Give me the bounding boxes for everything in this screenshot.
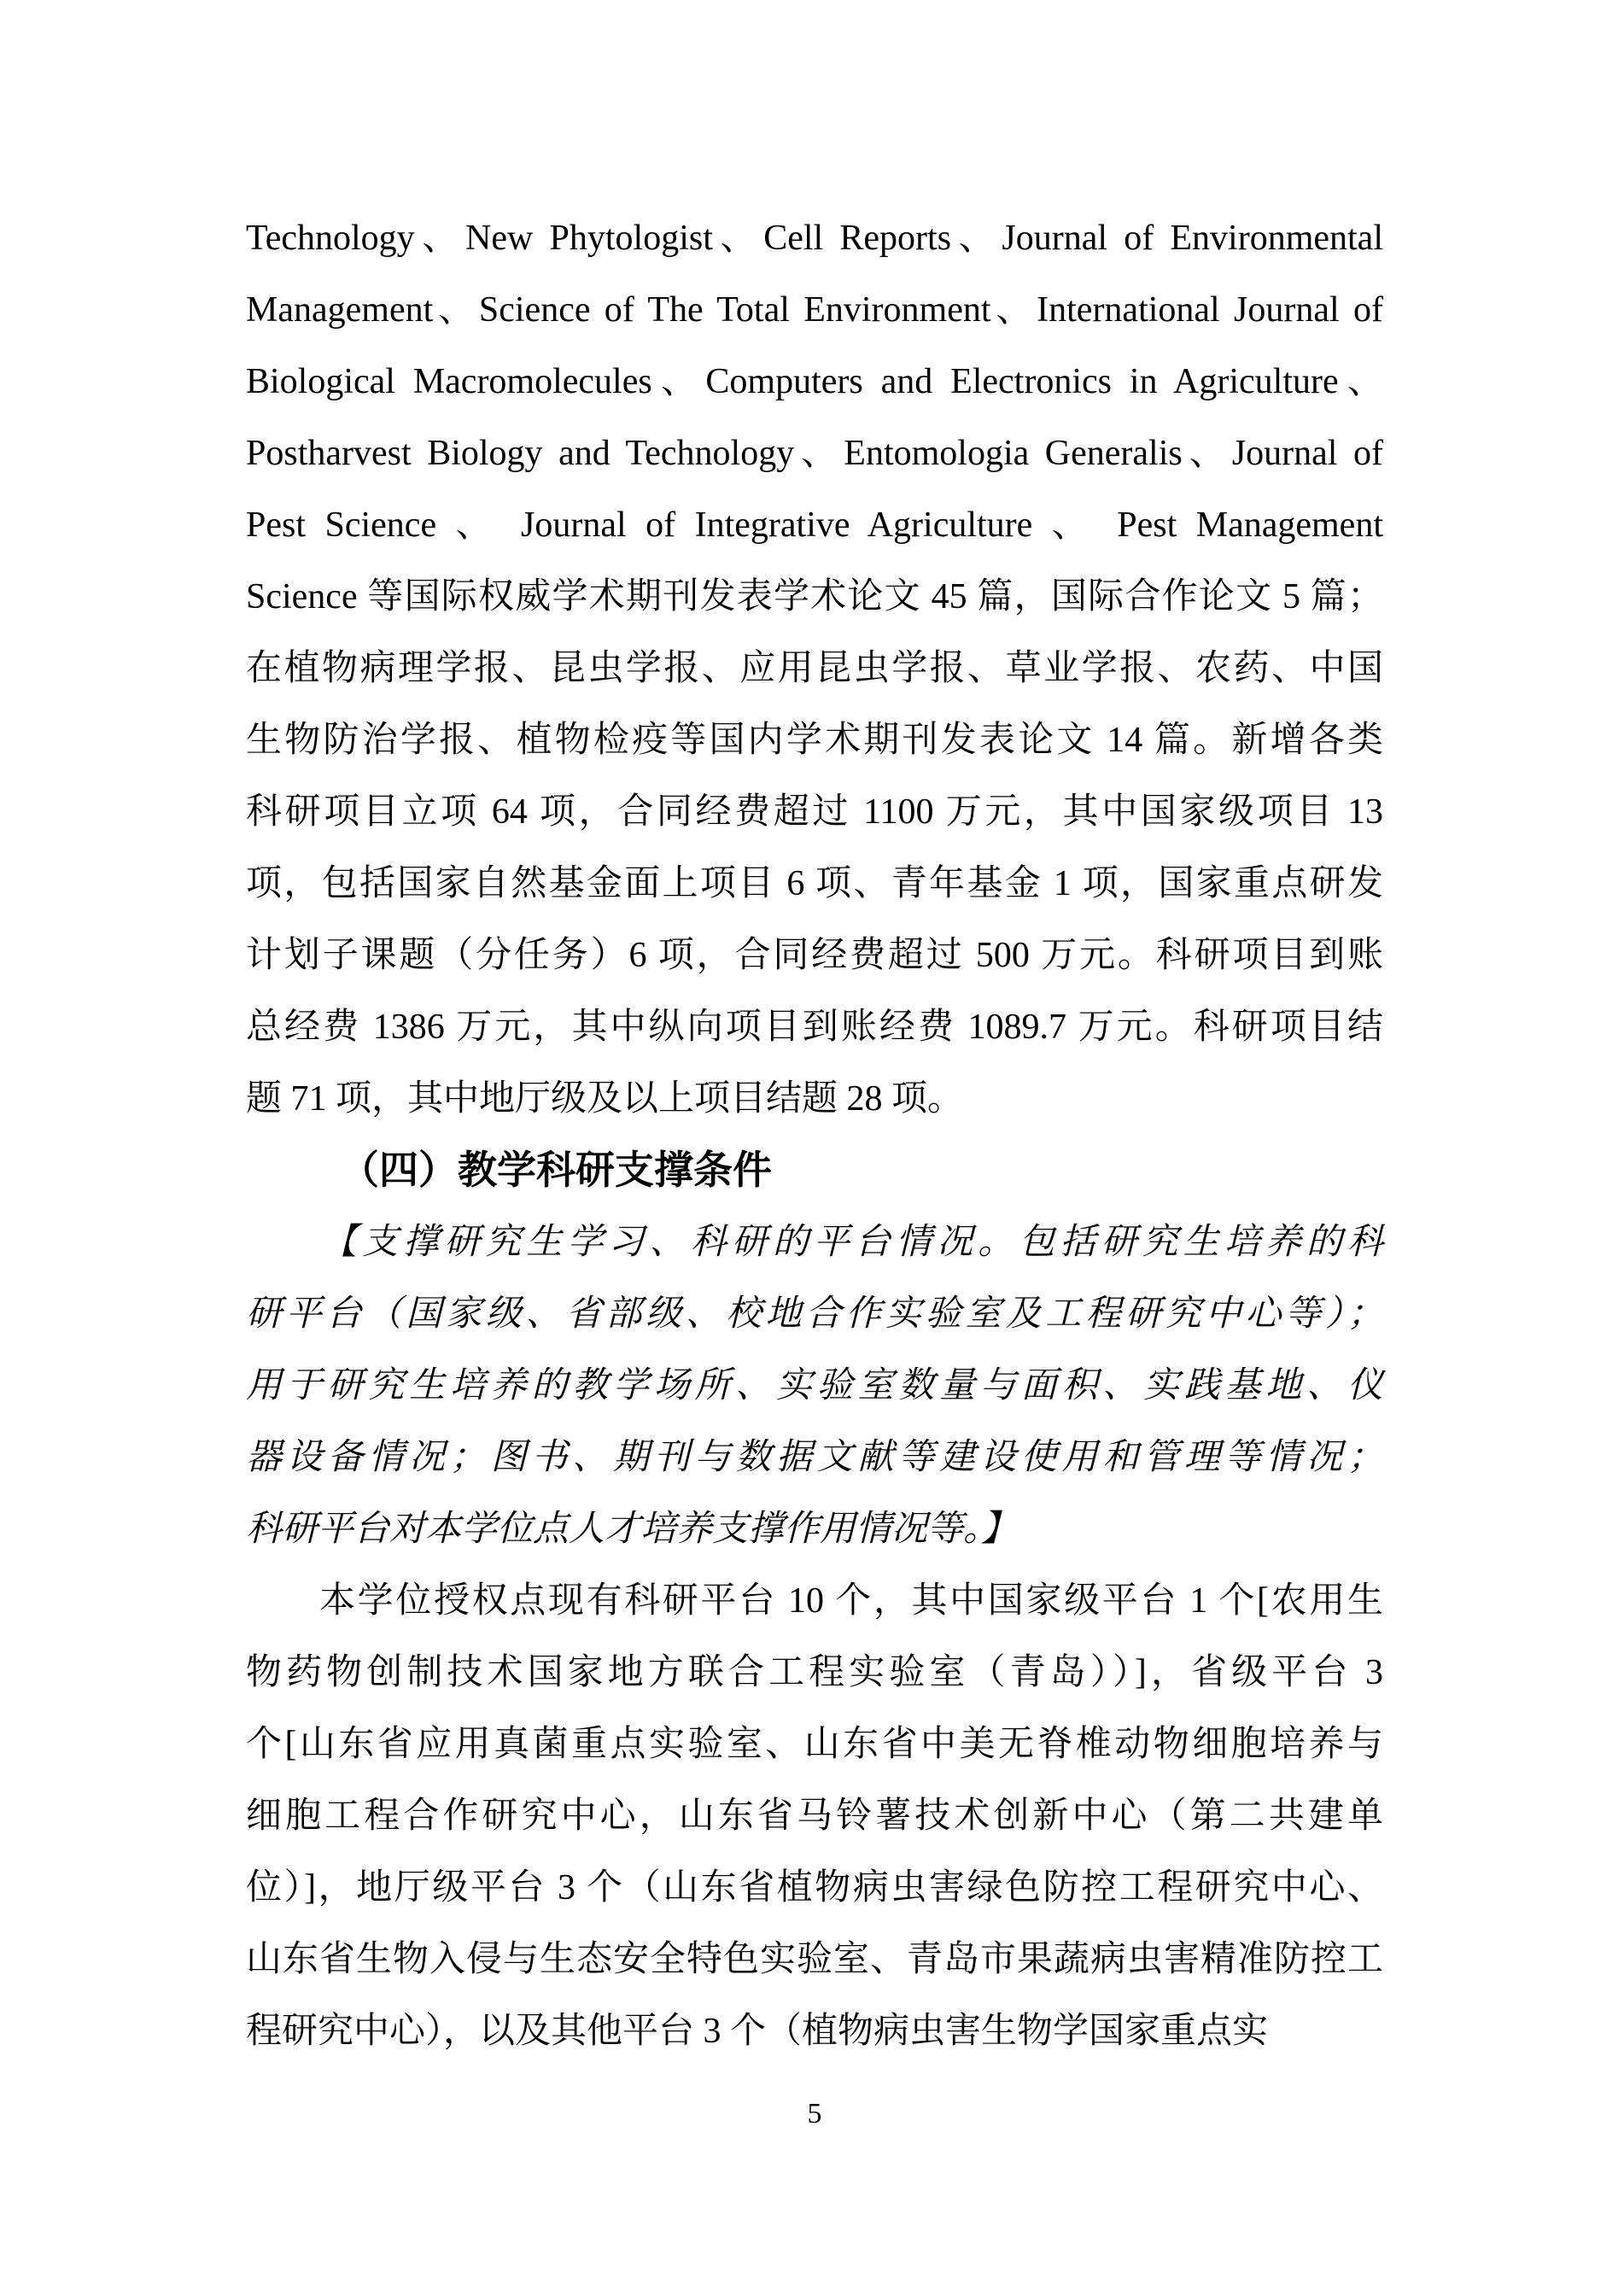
text-line: 细胞工程合作研究中心，山东省马铃薯技术创新中心（第二共建单 — [246, 1796, 1383, 1836]
text-line: 物药物创制技术国家地方联合工程实验室（青岛））]，省级平台 3 — [246, 1653, 1383, 1692]
text-line: Science 等国际权威学术期刊发表学术论文 45 篇，国际合作论文 5 篇； — [246, 577, 1383, 616]
text-line: 山东省生物入侵与生态安全特色实验室、青岛市果蔬病虫害精准防控工 — [246, 1940, 1383, 1979]
text-line: Technology、New Phytologist、Cell Reports、Journal of Environmental — [246, 219, 1383, 258]
text-line: 科研项目立项 64 项，合同经费超过 1100 万元，其中国家级项目 13 — [246, 792, 1383, 832]
text-line: 位）]，地厅级平台 3 个（山东省植物病虫害绿色防控工程研究中心、 — [246, 1868, 1383, 1907]
text-line: Biological Macromolecules、Computers and Electronics in Agriculture、 — [246, 362, 1383, 401]
guideline-line: 研平台（国家级、省部级、校地合作实验室及工程研究中心等）； — [246, 1294, 1383, 1334]
text-line: 总经费 1386 万元，其中纵向项目到账经费 1089.7 万元。科研项目结 — [246, 1008, 1383, 1047]
text-line: 个[山东省应用真菌重点实验室、山东省中美无脊椎动物细胞培养与 — [246, 1725, 1383, 1764]
page-number: 5 — [807, 2098, 822, 2129]
text-line: Management、Science of The Total Environment、International Journal of — [246, 290, 1383, 330]
section-heading: （四）教学科研支撑条件 — [340, 1148, 772, 1192]
text-line: 程研究中心），以及其他平台 3 个（植物病虫害生物学国家重点实 — [246, 2012, 1269, 2051]
text-line: Pest Science 、 Journal of Integrative Agriculture 、 Pest Management — [246, 505, 1383, 545]
text-line: 项，包括国家自然基金面上项目 6 项、青年基金 1 项，国家重点研发 — [246, 864, 1383, 903]
text-line: 计划子课题（分任务）6 项，合同经费超过 500 万元。科研项目到账 — [246, 936, 1383, 975]
guideline-line: 科研平台对本学位点人才培养支撑作用情况等。】 — [246, 1510, 1018, 1549]
document-body — [246, 202, 1383, 2067]
guideline-line: 用于研究生培养的教学场所、实验室数量与面积、实践基地、仪 — [246, 1366, 1383, 1405]
guideline-line: 器设备情况；图书、期刊与数据文献等建设使用和管理等情况； — [246, 1438, 1383, 1477]
text-line: Postharvest Biology and Technology、Entomologia Generalis、Journal of — [246, 434, 1383, 473]
text-line: 生物防治学报、植物检疫等国内学术期刊发表论文 14 篇。新增各类 — [246, 721, 1383, 760]
text-line: 在植物病理学报、昆虫学报、应用昆虫学报、草业学报、农药、中国 — [246, 649, 1383, 688]
guideline-line: 【支撑研究生学习、科研的平台情况。包括研究生培养的科 — [321, 1223, 1383, 1262]
text-line: 本学位授权点现有科研平台 10 个，其中国家级平台 1 个[农用生 — [319, 1581, 1383, 1621]
text-line: 题 71 项，其中地厅级及以上项目结题 28 项。 — [246, 1079, 964, 1119]
